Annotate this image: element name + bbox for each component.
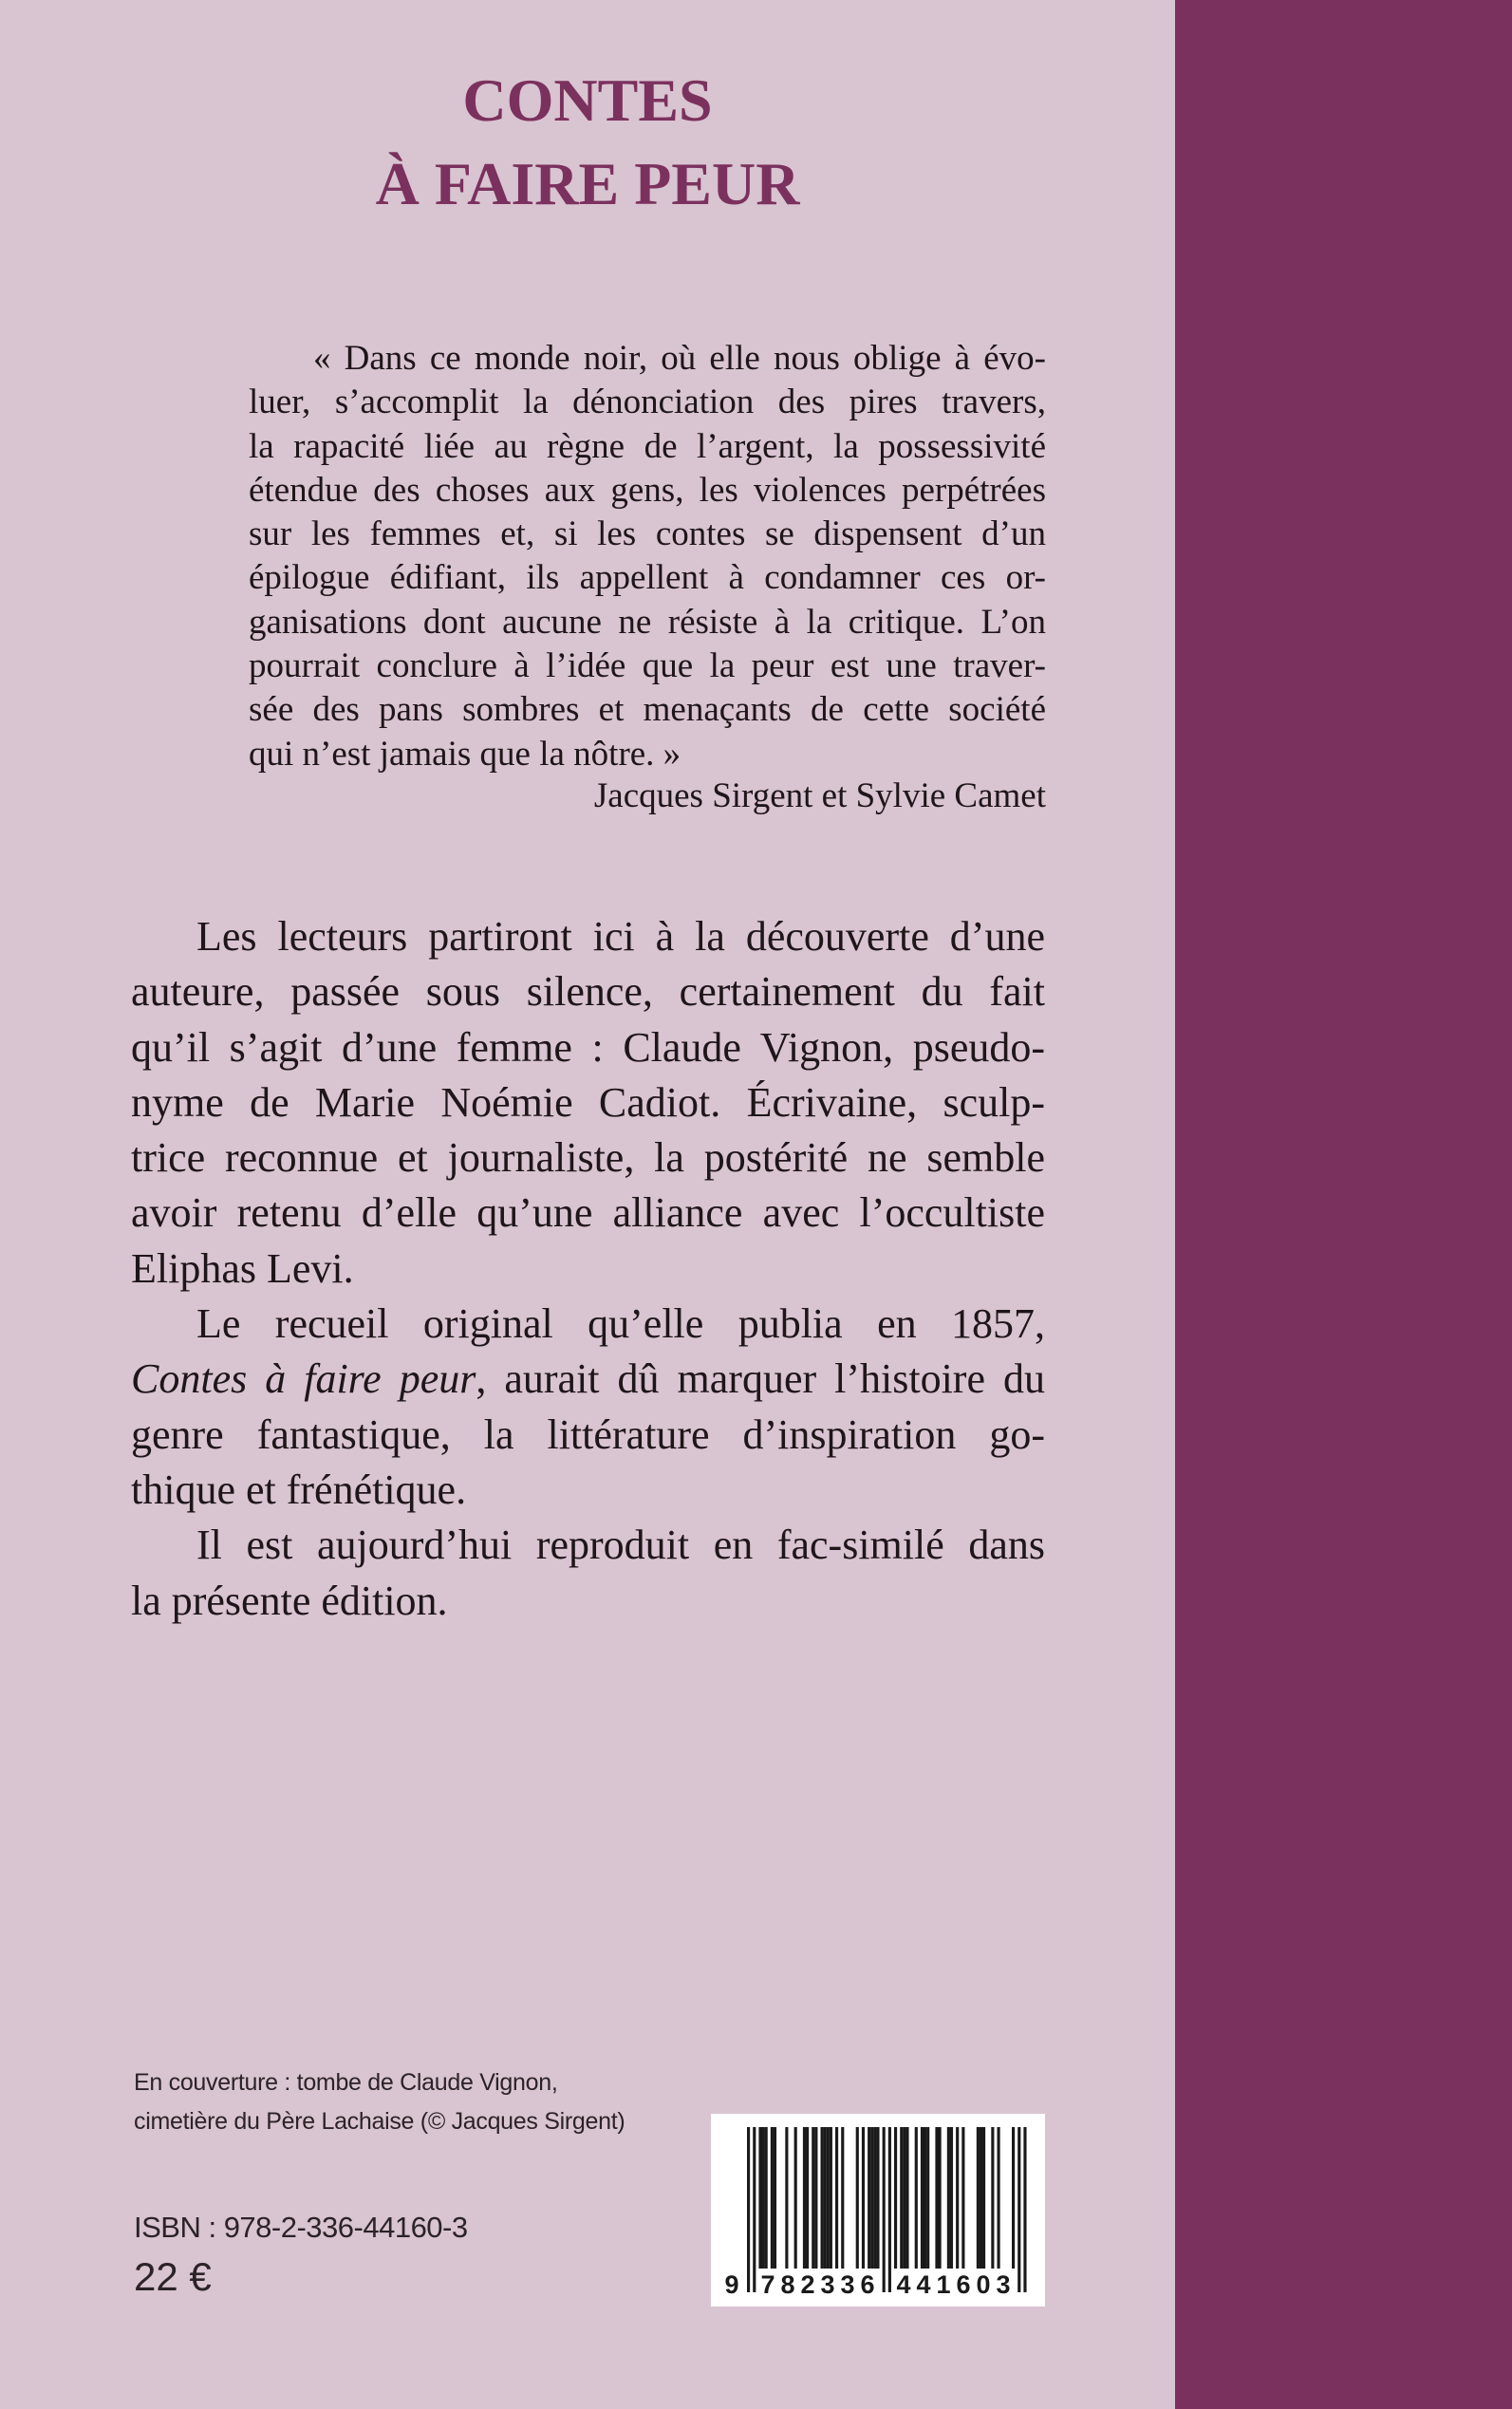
blurb-line: thique et frénétique. — [131, 1466, 467, 1513]
blurb-line: nyme de Marie Noémie Cadiot. Écrivaine, sculp- — [131, 1078, 1045, 1126]
blurb-line: genre fantastique, la littérature d’inspiration go- — [131, 1410, 1045, 1458]
quote-attribution: Jacques Sirgent et Sylvie Camet — [593, 776, 1046, 815]
blurb-line: qu’il s’agit d’une femme : Claude Vignon, pseudo- — [131, 1023, 1045, 1071]
cover-photo-credit — [134, 2064, 625, 2141]
blurb-text — [131, 909, 1045, 1629]
barcode-left-digits: 782336 — [760, 2270, 881, 2299]
quote-line: étendue des choses aux gens, les violences perpétrées — [249, 470, 1046, 510]
blurb-line: avoir retenu d’elle qu’une alliance avec l’occultiste — [131, 1189, 1045, 1237]
quote-line: « Dans ce monde noir, où elle nous oblige à évo- — [313, 339, 1046, 378]
blurb-line-rest: , aurait dû marquer l’histoire du — [476, 1355, 1045, 1403]
book-title — [0, 59, 1175, 226]
title-line-1: CONTES — [462, 66, 713, 134]
blurb-line: Eliphas Levi. — [131, 1244, 354, 1292]
price: 22 € — [134, 2254, 212, 2299]
quote-line: la rapacité liée au règne de l’argent, la possessivité — [249, 426, 1046, 466]
credit-line: cimetière du Père Lachaise (© Jacques Sirgent) — [134, 2108, 625, 2135]
blurb-line: Les lecteurs partiront ici à la découverte d’une — [196, 913, 1045, 960]
blurb-line: Le recueil original qu’elle publia en 1857, — [196, 1300, 1045, 1348]
barcode-first-digit: 9 — [724, 2270, 739, 2299]
spine-color-strip — [1175, 0, 1512, 2409]
blurb-line: trice reconnue et journaliste, la postérité ne semble — [131, 1134, 1045, 1182]
isbn-number: ISBN : 978-2-336-44160-3 — [134, 2211, 468, 2244]
blurb-line: auteure, passée sous silence, certainement du fait — [131, 968, 1045, 1016]
quote-line: ganisations dont aucune ne résiste à la critique. L’on — [249, 602, 1046, 642]
blurb-line: Il est aujourd’hui reproduit en fac-similé dans — [196, 1522, 1045, 1569]
quote-line: sur les femmes et, si les contes se dispensent d’un — [249, 514, 1046, 554]
quote-line: pourrait conclure à l’idée que la peur est une traver- — [249, 646, 1046, 686]
isbn-barcode — [711, 2114, 1045, 2306]
credit-line: En couverture : tombe de Claude Vignon, — [134, 2069, 558, 2096]
italic-book-title: Contes à faire peur — [131, 1355, 476, 1403]
barcode-right-digits: 441603 — [896, 2270, 1017, 2299]
quote-line: épilogue édifiant, ils appellent à condamner ces or- — [249, 558, 1046, 598]
title-line-2: À FAIRE PEUR — [375, 150, 800, 217]
quote-line: sée des pans sombres et menaçants de cette société — [249, 690, 1046, 730]
epigraph-quote — [249, 337, 1046, 776]
quote-line: qui n’est jamais que la nôtre. » — [249, 734, 681, 774]
quote-line: luer, s’accomplit la dénonciation des pires travers, — [249, 383, 1046, 422]
blurb-line: la présente édition. — [131, 1577, 448, 1624]
blurb-line-with-italic-title — [131, 1352, 1045, 1407]
